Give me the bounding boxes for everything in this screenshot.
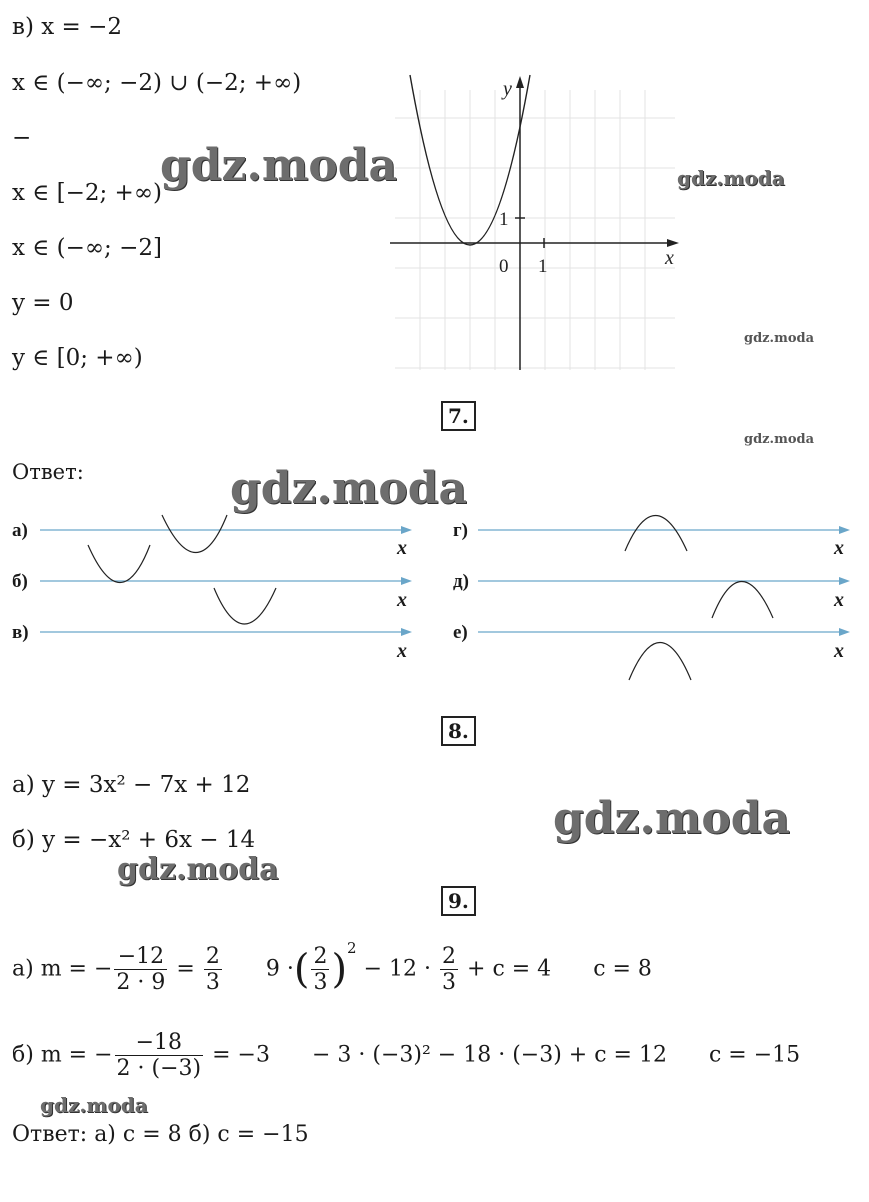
a-prefix: а) m = − (12, 956, 113, 982)
a-fraction-den: 2 · 9 (116, 970, 166, 995)
panel-label-a: а) (12, 520, 28, 541)
b-prefix: б) m = − (12, 1042, 113, 1068)
watermark-8: gdz.moda (40, 1093, 148, 1117)
increase-interval-line: x ∈ [−2; +∞) (12, 180, 162, 206)
watermark-7: gdz.moda (117, 852, 279, 887)
a-frac2-num: 2 (442, 944, 457, 969)
a-fraction-m (114, 944, 167, 995)
watermark-5: gdz.moda (230, 463, 468, 514)
axis-label-b: x (397, 589, 407, 611)
watermark-1: gdz.moda (160, 140, 398, 191)
a-equals: = (176, 956, 195, 982)
a-expr-mid: − 12 · (363, 956, 432, 982)
axis-arrow-a (401, 526, 412, 534)
range-line: y ∈ [0; +∞) (12, 345, 143, 371)
dash-line: − (12, 125, 32, 151)
answer-line-v: в) x = −2 (12, 14, 123, 40)
axis-label-v: x (397, 640, 407, 662)
axis-label-a: x (397, 537, 407, 559)
y-axis-arrow (516, 76, 524, 88)
watermark-6: gdz.moda (553, 793, 791, 844)
a-expr-end: + c = 4 (467, 956, 552, 982)
panel-label-b: б) (12, 571, 28, 592)
b-c-result: c = −15 (708, 1042, 801, 1068)
parabola-v (214, 588, 276, 624)
y-axis-label: y (503, 78, 512, 100)
equation-b-8: б) y = −x² + 6x − 14 (12, 827, 256, 853)
parabola-d (712, 582, 773, 619)
solution-b-9 (12, 1030, 800, 1081)
watermark-2: gdz.moda (677, 166, 785, 190)
a-result-num: 2 (205, 944, 220, 969)
b-result: = −3 (212, 1042, 270, 1068)
axis-label-e: x (834, 640, 844, 662)
panel-label-v: в) (12, 622, 29, 643)
panels-right (478, 505, 853, 690)
panel-label-e: е) (453, 622, 468, 643)
b-expr: − 3 · (−3)² − 18 · (−3) + c = 12 (311, 1042, 667, 1068)
axis-arrow-b (401, 577, 412, 585)
panels-left (40, 505, 415, 640)
axis-label-g: x (834, 537, 844, 559)
solution-a-9: а) m = − $\frac{-12}{2 \cdot 9}$ = $\frac{2}{3}$ 9 ·( $\frac{2}{3}$ )$^2$ − 12 · $\frac{2}{3}$ + c = 4 c = 8 (12, 939, 652, 995)
answer-label-7: Ответ: (12, 460, 84, 484)
axis-arrow-e (839, 628, 850, 636)
watermark-4: gdz.moda (744, 432, 815, 447)
domain-line: x ∈ (−∞; −2) ∪ (−2; +∞) (12, 70, 302, 96)
b-fraction-den: 2 · (−3) (116, 1056, 202, 1081)
b-fraction-m (115, 1030, 204, 1081)
task-number-8: 8. (441, 716, 476, 746)
a-expr-start: 9 · (265, 956, 294, 982)
a-paren-num: 2 (313, 944, 328, 969)
watermark-3: gdz.moda (744, 331, 815, 346)
a-fraction-num: −12 (114, 944, 167, 970)
equation-a-8: а) y = 3x² − 7x + 12 (12, 772, 251, 798)
a-c-result: c = 8 (593, 956, 652, 982)
parabola-g (625, 516, 687, 552)
panel-label-d: д) (453, 571, 469, 592)
panel-label-g: г) (453, 520, 468, 541)
axis-arrow-d (839, 577, 850, 585)
parabola-b (88, 545, 150, 583)
final-answer-9: Ответ: а) c = 8 б) c = −15 (12, 1122, 309, 1147)
b-fraction-num: −18 (115, 1030, 204, 1056)
x-axis-label: x (665, 247, 674, 269)
axis-label-d: x (834, 589, 844, 611)
axis-arrow-g (839, 526, 850, 534)
parabola-graph (385, 70, 685, 375)
x-axis-arrow (667, 239, 679, 247)
origin-label: 0 (499, 256, 509, 277)
a-fraction-2 (440, 944, 458, 995)
a-paren-fraction (311, 944, 329, 995)
axis-arrow-v (401, 628, 412, 636)
x-one-label: 1 (538, 256, 548, 277)
parabola-a (162, 515, 227, 553)
parabola-e (629, 643, 691, 681)
task-number-7: 7. (441, 401, 476, 431)
min-value-line: y = 0 (12, 290, 74, 316)
decrease-interval-line: x ∈ (−∞; −2] (12, 235, 162, 261)
a-frac2-den: 3 (442, 970, 457, 995)
a-result-fraction (204, 944, 222, 995)
y-one-label: 1 (499, 209, 509, 230)
a-result-den: 3 (205, 970, 220, 995)
a-paren-den: 3 (313, 970, 328, 995)
a-square: 2 (347, 939, 357, 958)
task-number-9: 9. (441, 886, 476, 916)
graph-grid (395, 90, 675, 370)
